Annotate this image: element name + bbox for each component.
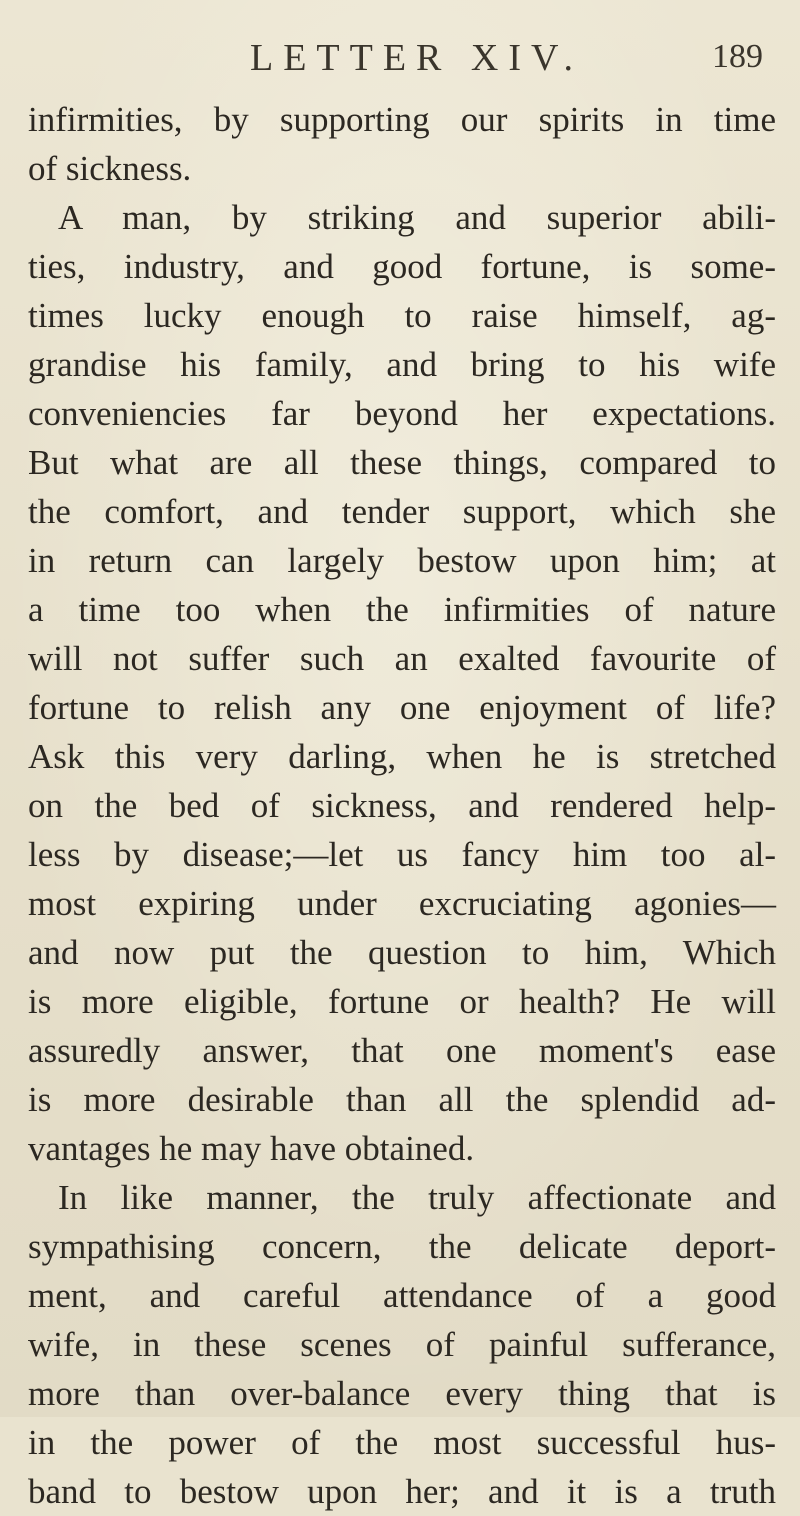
paragraph-start-line: In like manner, the truly affectionate and bbox=[58, 1178, 776, 1217]
text-line: the comfort, and tender support, which she bbox=[28, 492, 776, 531]
body-text bbox=[28, 95, 776, 1516]
text-line: less by disease;—let us fancy him too al- bbox=[28, 835, 776, 874]
text-line: grandise his family, and bring to his wife bbox=[28, 345, 776, 384]
page-header bbox=[0, 36, 800, 86]
page-number: 189 bbox=[712, 38, 763, 75]
text-line: ment, and careful attendance of a good bbox=[28, 1276, 776, 1315]
text-line: assuredly answer, that one moment's ease bbox=[28, 1031, 776, 1070]
text-line: But what are all these things, compared to bbox=[28, 443, 776, 482]
text-line: wife, in these scenes of painful sufferance, bbox=[28, 1325, 776, 1364]
running-head: LETTER XIV. bbox=[250, 37, 584, 79]
text-line: ties, industry, and good fortune, is some- bbox=[28, 247, 776, 286]
text-line: conveniencies far beyond her expectations. bbox=[28, 394, 776, 433]
text-line: of sickness. bbox=[28, 149, 192, 188]
text-line: on the bed of sickness, and rendered help- bbox=[28, 786, 776, 825]
text-line: most expiring under excruciating agonies— bbox=[28, 884, 776, 923]
text-line: a time too when the infirmities of nature bbox=[28, 590, 776, 629]
text-line: and now put the question to him, Which bbox=[28, 933, 776, 972]
text-line: sympathising concern, the delicate deport- bbox=[28, 1227, 776, 1266]
text-line: Ask this very darling, when he is stretched bbox=[28, 737, 776, 776]
text-line: more than over-balance every thing that is bbox=[28, 1374, 776, 1413]
text-line: will not suffer such an exalted favourite of bbox=[28, 639, 776, 678]
text-line: times lucky enough to raise himself, ag- bbox=[28, 296, 776, 335]
text-line: band to bestow upon her; and it is a truth bbox=[28, 1472, 776, 1511]
text-line: in the power of the most successful hus- bbox=[28, 1423, 776, 1462]
text-line: is more eligible, fortune or health? He will bbox=[28, 982, 776, 1021]
text-line: is more desirable than all the splendid ad- bbox=[28, 1080, 776, 1119]
paragraph-start-line: A man, by striking and superior abili- bbox=[58, 198, 776, 237]
text-line: infirmities, by supporting our spirits in time bbox=[28, 100, 776, 139]
text-line: in return can largely bestow upon him; at bbox=[28, 541, 776, 580]
text-line: vantages he may have obtained. bbox=[28, 1129, 475, 1168]
text-line: fortune to relish any one enjoyment of life? bbox=[28, 688, 776, 727]
